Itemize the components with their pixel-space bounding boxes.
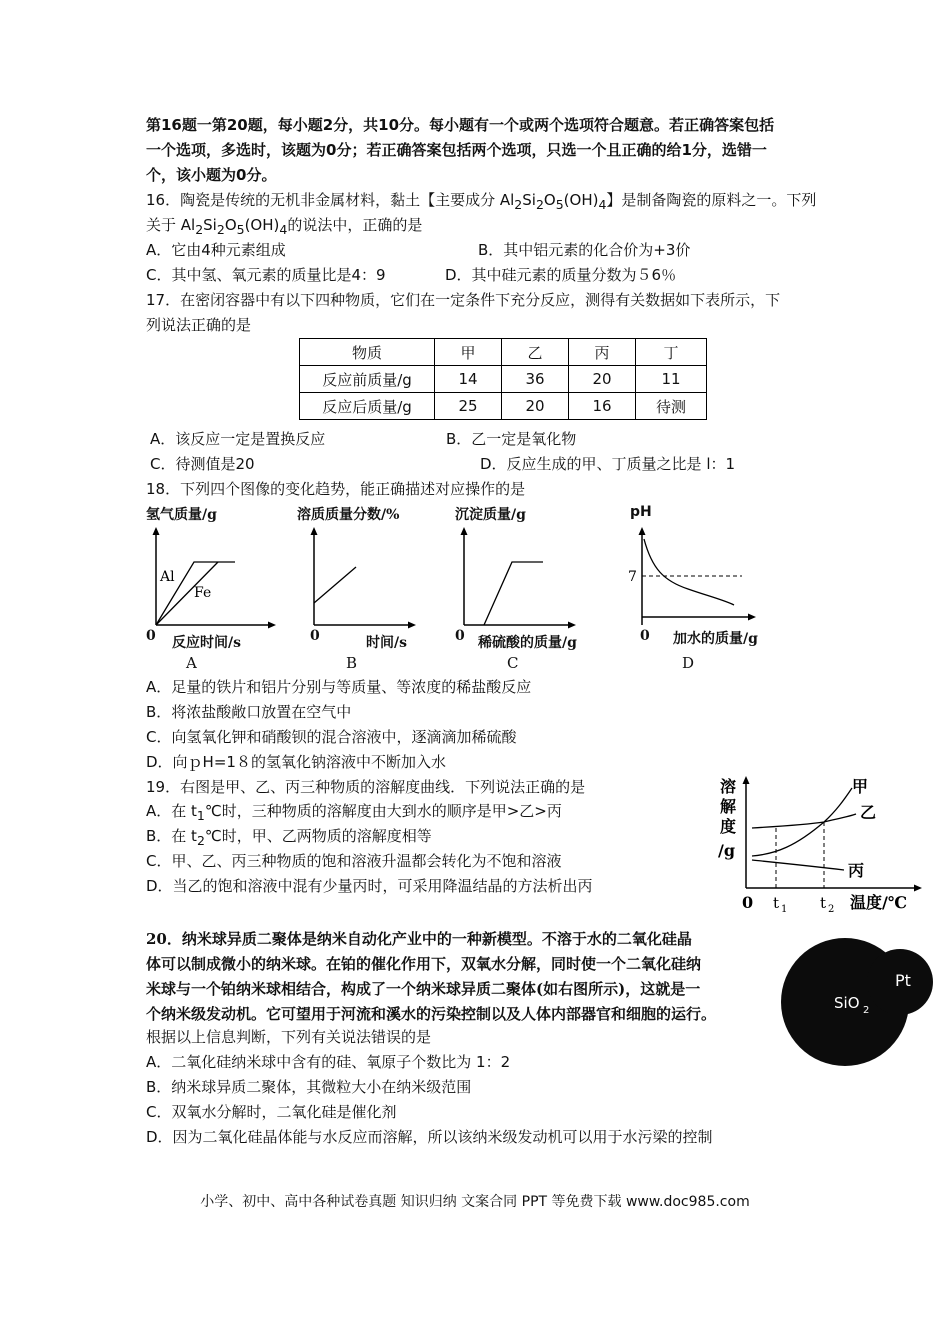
table-cell: 反应前质量/g: [300, 366, 435, 393]
curve-label-bing: 丙: [848, 861, 865, 880]
table-cell: 36: [502, 366, 569, 393]
sym: (OH): [244, 216, 280, 234]
sub: 2: [535, 197, 544, 212]
sub: 2: [196, 833, 205, 848]
table-row: [300, 366, 707, 393]
q19-opt-a-text-b: ℃时，三种物质的溶解度由大到水的顺序是甲>乙>丙: [204, 802, 562, 820]
graph-c-xlabel: 稀硫酸的质量/g: [478, 635, 577, 651]
t2-label: t: [820, 894, 827, 912]
solubility-graph: [716, 766, 936, 916]
q16-stem-1: [146, 190, 816, 215]
sub: 5: [236, 222, 245, 237]
instructions-line-1: 第16题一第20题，每小题2分，共10分。每小题有一个或两个选项符合题意。若正确答案包括: [146, 116, 775, 134]
graph-d-xlabel: 加水的质量/g: [673, 631, 758, 647]
table-cell: 25: [435, 393, 502, 420]
sub: 4: [279, 222, 288, 237]
fe-curve-label: Fe: [194, 585, 212, 601]
q19-opt-b-text-b: ℃时，甲、乙两物质的溶解度相等: [204, 827, 432, 845]
sub: 2: [514, 197, 523, 212]
q16-stem2-a: 关于 Al: [146, 216, 196, 234]
ylabel-char: /g: [718, 841, 736, 860]
graph-b-caption: B: [346, 654, 358, 672]
graph-b-xlabel: 时间/s: [366, 635, 407, 651]
graph-d-mark: 7: [628, 569, 637, 585]
table-cell: 11: [636, 366, 707, 393]
table-cell: 乙: [502, 339, 569, 366]
graph-a-origin: 0: [146, 628, 156, 644]
page-footer: 小学、初中、高中各种试卷真题 知识归纳 文案合同 PPT 等免费下载 www.doc985.com: [200, 1194, 750, 1210]
t2-sub: 2: [828, 904, 835, 915]
sym: (OH): [563, 191, 599, 209]
q20-line-5: 根据以上信息判断，下列有关说法错误的是: [146, 1028, 432, 1046]
q20-line-3: 米球与一个铂纳米球相结合，构成了一个纳米球异质二聚体(如右图所示)，这就是一: [146, 980, 701, 998]
sym: O: [224, 216, 237, 234]
t1-label: t: [773, 894, 780, 912]
al-curve-label: Al: [160, 569, 175, 585]
table-row: [300, 393, 707, 420]
graph-d-origin: 0: [640, 628, 650, 644]
sio2-label: SiO: [834, 994, 860, 1012]
q20-option-b: B．纳米球异质二聚体，其微粒大小在纳米级范围: [146, 1078, 472, 1096]
q18-option-c: C．向氢氧化钾和硝酸钡的混合溶液中，逐滴滴加稀硫酸: [146, 728, 517, 746]
sub: 5: [555, 197, 564, 212]
q19-opt-b-text: B．在 t: [146, 827, 197, 845]
graph-a-ylabel: 氢气质量/g: [146, 507, 217, 523]
ylabel-char: 溶: [720, 777, 737, 796]
sio2-sub: 2: [863, 1005, 870, 1016]
sub: 2: [195, 222, 204, 237]
table-header-row: [300, 339, 707, 366]
q18-option-d: D．向ｐH=1８的氢氧化钠溶液中不断加入水: [146, 753, 446, 771]
q17-option-b: B．乙一定是氧化物: [446, 430, 577, 448]
origin-label: 0: [742, 893, 754, 912]
curve-label-jia: 甲: [852, 777, 869, 796]
q20-line-2: 体可以制成微小的纳米球。在铂的催化作用下，双氧水分解，同时使一个二氧化硅纳: [146, 955, 702, 973]
sym: Si: [522, 191, 536, 209]
q18-stem: 18．下列四个图像的变化趋势，能正确描述对应操作的是: [146, 480, 526, 498]
table-cell: 14: [435, 366, 502, 393]
sub: 1: [196, 808, 205, 823]
q16-stem-2: [146, 215, 422, 240]
q17-table: [299, 338, 707, 420]
q20-option-d: D．因为二氧化硅晶体能与水反应而溶解，所以该纳米级发动机可以用于水污梁的控制: [146, 1128, 713, 1146]
table-cell: 甲: [435, 339, 502, 366]
q17-stem-1: 17．在密闭容器中有以下四种物质，它们在一定条件下充分反应，测得有关数据如下表所示，下: [146, 291, 781, 309]
sub: 2: [216, 222, 225, 237]
table-cell: 反应后质量/g: [300, 393, 435, 420]
graph-c-ylabel: 沉淀质量/g: [455, 507, 526, 523]
table-cell: 16: [569, 393, 636, 420]
q16-option-d: D．其中硅元素的质量分数为５6％: [445, 266, 677, 284]
q16-stem2-b: 的说法中，正确的是: [287, 216, 423, 234]
q17-stem-2: 列说法正确的是: [146, 316, 252, 334]
ylabel-char: 解: [720, 797, 737, 816]
instructions-line-2: 一个选项，多选时，该题为0分；若正确答案包括两个选项，只选一个且正确的给1分，选错一: [146, 141, 767, 159]
graph-a-caption: A: [186, 654, 197, 672]
q16-option-a: A．它由4种元素组成: [146, 241, 286, 259]
table-cell: 20: [569, 366, 636, 393]
ylabel-char: 度: [720, 817, 737, 836]
sym: Si: [203, 216, 217, 234]
graph-c-origin: 0: [455, 628, 465, 644]
table-cell: 丙: [569, 339, 636, 366]
q19-option-a: [146, 801, 562, 826]
table-cell: 丁: [636, 339, 707, 366]
curve-label-yi: 乙: [860, 803, 877, 822]
instructions-line-3: 个，该小题为0分。: [146, 166, 277, 184]
pt-label: Pt: [895, 971, 911, 990]
q18-option-b: B．将浓盐酸敞口放置在空气中: [146, 703, 352, 721]
sym: O: [543, 191, 556, 209]
q16-stem-text-b: 】是制备陶瓷的原料之一。下列: [606, 191, 817, 209]
q17-option-d: D．反应生成的甲、丁质量之比是 l：1: [480, 455, 736, 473]
q20-option-a: A．二氧化硅纳米球中含有的硅、氧原子个数比为 1：2: [146, 1053, 511, 1071]
graph-c-caption: C: [507, 654, 519, 672]
q19-option-d: D．当乙的饱和溶液中混有少量丙时，可采用降温结晶的方法析出丙: [146, 877, 593, 895]
graph-b-origin: 0: [310, 628, 320, 644]
xlabel: 温度/℃: [850, 893, 908, 912]
q19-opt-a-text: A．在 t: [146, 802, 197, 820]
q17-option-a: A．该反应一定是置换反应: [150, 430, 326, 448]
q18-option-a: A．足量的铁片和铝片分别与等质量、等浓度的稀盐酸反应: [146, 678, 532, 696]
graph-a-xlabel: 反应时间/s: [172, 635, 241, 651]
table-cell: 物质: [300, 339, 435, 366]
graph-d-caption: D: [682, 654, 695, 672]
nanosphere-dimer-figure: [780, 920, 940, 1080]
t1-sub: 1: [781, 904, 788, 915]
q16-option-c: C．其中氢、氧元素的质量比是4：9: [146, 266, 386, 284]
q16-stem-text-a: 16．陶瓷是传统的无机非金属材料，黏土【主要成分 Al: [146, 191, 515, 209]
table-cell: 待测: [636, 393, 707, 420]
q19-option-c: C．甲、乙、丙三种物质的饱和溶液升温都会转化为不饱和溶液: [146, 852, 562, 870]
sub: 4: [598, 197, 607, 212]
q20-line-4: 个纳米级发动机。它可望用于河流和溪水的污染控制以及人体内部器官和细胞的运行。: [146, 1005, 717, 1023]
q20-option-c: C．双氧水分解时，二氧化硅是催化剂: [146, 1103, 397, 1121]
q17-option-c: C．待测值是20: [150, 455, 255, 473]
graph-b-ylabel: 溶质质量分数/%: [297, 507, 400, 523]
q19-option-b: [146, 826, 432, 851]
table-cell: 20: [502, 393, 569, 420]
q19-stem: 19．右图是甲、乙、丙三种物质的溶解度曲线．下列说法正确的是: [146, 778, 586, 796]
graph-d-ylabel: pH: [630, 504, 652, 520]
q16-option-b: B．其中铝元素的化合价为+3价: [478, 241, 691, 259]
q20-line-1: 20．纳米球异质二聚体是纳米自动化产业中的一种新模型。不溶于水的二氧化硅晶: [146, 930, 692, 948]
